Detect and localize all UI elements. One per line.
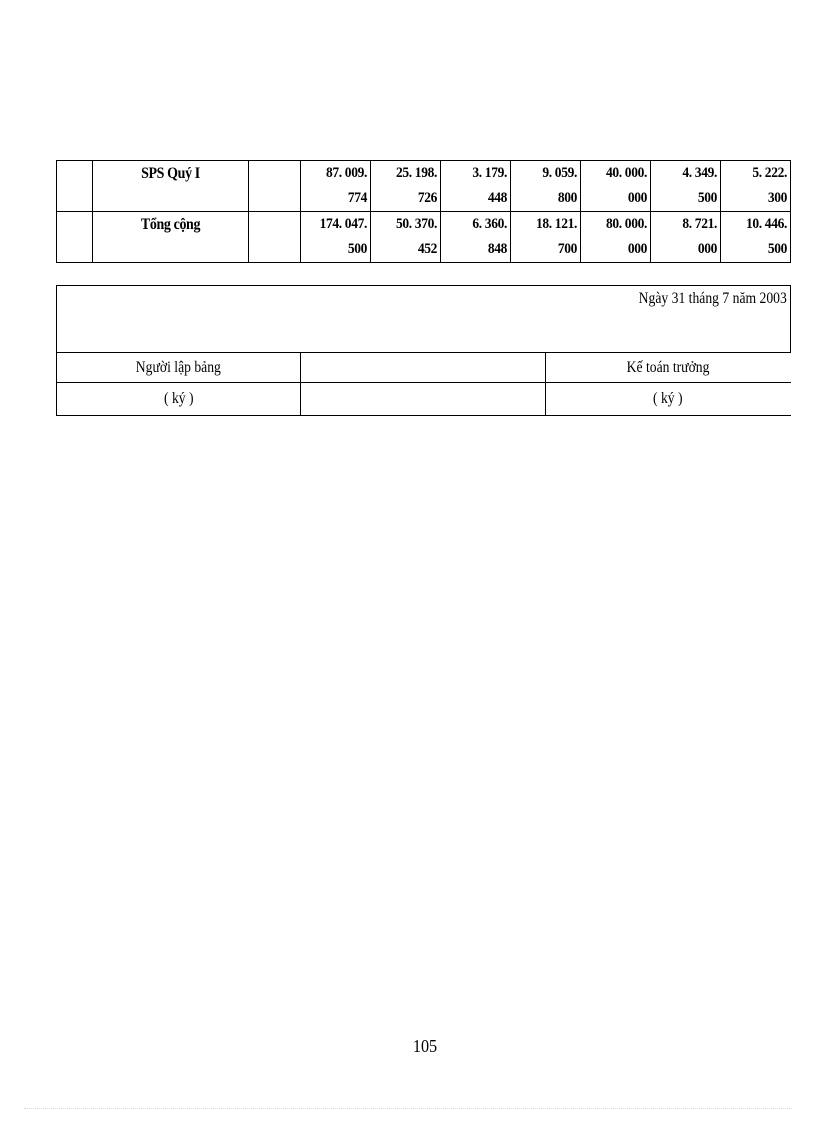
value-cell: [651, 212, 721, 263]
value-cell: [301, 212, 371, 263]
blank-cell: [301, 383, 546, 416]
table-row-tong-cong: [57, 212, 791, 263]
signature-row: [57, 383, 791, 416]
value-line: 448: [487, 190, 507, 206]
table-row-sps-quy: [57, 161, 791, 212]
accountant-sign-cell: [546, 383, 791, 416]
value-line: 5. 222.: [752, 165, 787, 181]
preparer-title: Người lập bảng: [135, 358, 222, 376]
row-label: SPS Quý I: [141, 165, 200, 182]
value-line: 774: [347, 190, 367, 206]
value-line: 4. 349.: [682, 165, 717, 181]
row-label: Tổng cộng: [140, 216, 201, 233]
accountant-cell: [546, 353, 791, 383]
value-cell: [441, 161, 511, 212]
value-cell: [371, 212, 441, 263]
value-line: 800: [557, 190, 577, 206]
value-line: 700: [557, 241, 577, 257]
preparer-sign: ( ký ): [163, 390, 194, 407]
value-line: 25. 198.: [395, 165, 437, 181]
accountant-title: Kế toán trưởng: [626, 358, 710, 376]
blank-cell: [249, 161, 301, 212]
value-cell: [511, 212, 581, 263]
value-line: 848: [487, 241, 507, 257]
value-line: 300: [767, 190, 787, 206]
date-cell: [57, 286, 791, 353]
accountant-sign: ( ký ): [653, 390, 684, 407]
value-line: 000: [627, 241, 647, 257]
value-line: 000: [627, 190, 647, 206]
value-cell: [581, 161, 651, 212]
value-cell: [441, 212, 511, 263]
blank-cell: [301, 353, 546, 383]
date-row: [57, 286, 791, 353]
value-line: 50. 370.: [395, 216, 437, 232]
value-line: 87. 009.: [325, 165, 367, 181]
value-cell: [721, 212, 791, 263]
blank-cell: [249, 212, 301, 263]
preparer-cell: [57, 353, 301, 383]
report-date: Ngày 31 tháng 7 năm 2003: [638, 290, 787, 307]
value-cell: [511, 161, 581, 212]
value-line: 452: [417, 241, 437, 257]
footer-divider: [24, 1108, 792, 1109]
value-line: 174. 047.: [319, 216, 367, 232]
value-line: 500: [697, 190, 717, 206]
value-line: 40. 000.: [605, 165, 647, 181]
value-line: 726: [417, 190, 437, 206]
value-line: 6. 360.: [472, 216, 507, 232]
blank-cell: [57, 161, 93, 212]
value-line: 8. 721.: [682, 216, 717, 232]
value-line: 10. 446.: [745, 216, 787, 232]
preparer-sign-cell: [57, 383, 301, 416]
page-number: 105: [412, 1036, 438, 1056]
row-label-cell: [93, 161, 249, 212]
value-line: 18. 121.: [535, 216, 577, 232]
value-cell: [301, 161, 371, 212]
value-line: 000: [697, 241, 717, 257]
summary-table: [56, 160, 791, 263]
value-line: 80. 000.: [605, 216, 647, 232]
value-cell: [721, 161, 791, 212]
value-cell: [581, 212, 651, 263]
row-label-cell: [93, 212, 249, 263]
value-cell: [371, 161, 441, 212]
signature-table: [56, 285, 791, 416]
value-line: 9. 059.: [542, 165, 577, 181]
value-line: 500: [347, 241, 367, 257]
blank-cell: [57, 212, 93, 263]
value-line: 3. 179.: [472, 165, 507, 181]
signature-title-row: [57, 353, 791, 383]
value-line: 500: [767, 241, 787, 257]
value-cell: [651, 161, 721, 212]
